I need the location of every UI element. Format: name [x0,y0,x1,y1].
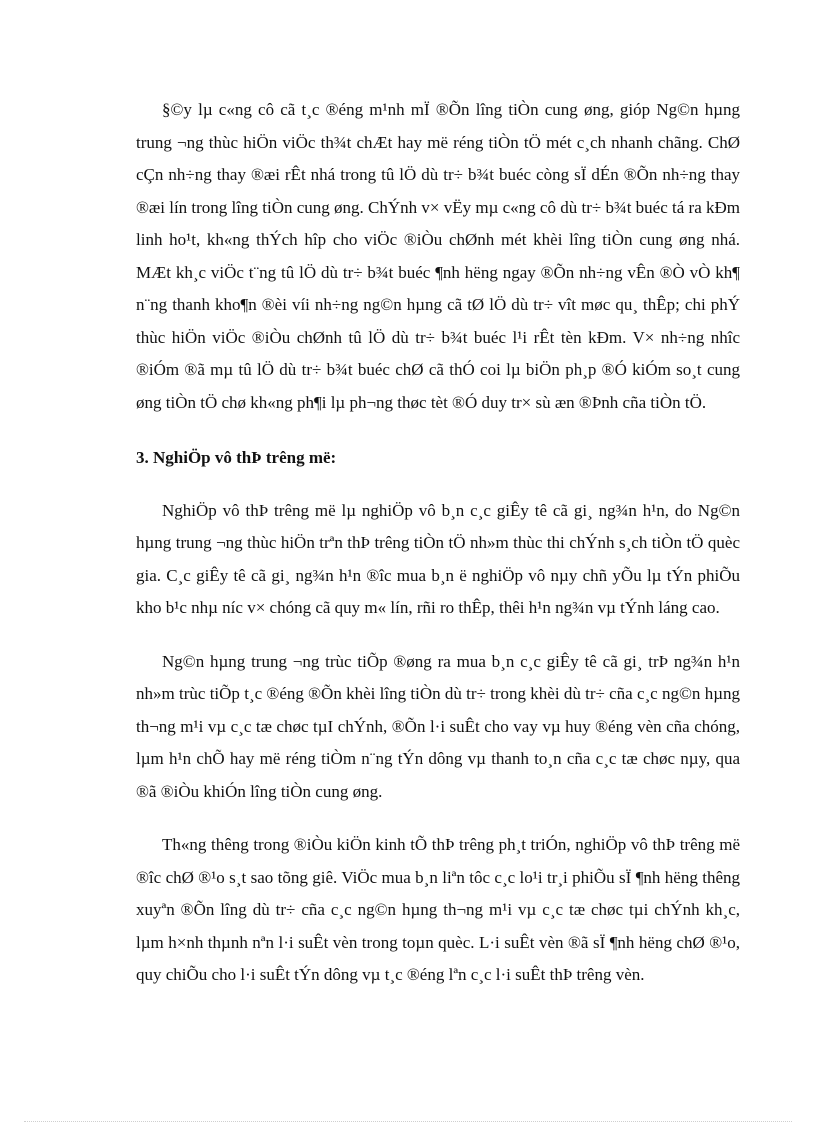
paragraph-2: Ng©n hµng trung ¬ng trùc tiÕp ®øng ra mua b¸n c¸c giÊy tê cã gi¸ trÞ ng¾n h¹n nh»m trùc tiÕp t¸c ®éng ®Õn khèi lîng tiÒn dù tr÷ trong khèi dù tr÷ cña c¸c ng©n hµng th¬ng m¹i vµ c¸c tæ chøc tµI chÝnh, ®Õn l·i suÊt cho vay vµ huy ®éng vèn cña chóng, lµm h¹n chÕ hay më réng tiÒm n¨ng tÝn dông vµ thanh to¸n cña c¸c tæ chøc nµy, qua ®ã ®iÒu khiÓn lîng tiÒn cung øng. [136,651,740,801]
paragraph-1: NghiÖp vô thÞ trêng më lµ nghiÖp vô b¸n c¸c giÊy tê cã gi¸ ng¾n h¹n, do Ng©n hµng trung ¬ng thùc hiÖn trªn thÞ trêng tiÒn tÖ nh»m thùc thi chÝnh s¸ch tiÒn tÖ quèc gia. C¸c giÊy tê cã gi¸ ng¾n h¹n ®îc mua b¸n ë nghiÖp vô nµy chñ yÕu lµ tÝn phiÕu kho b¹c nhµ níc v× chóng cã quy m« lín, rñi ro thÊp, thêi h¹n ng¾n vµ tÝnh láng cao. [136,500,740,617]
section-heading: 3. NghiÖp vô thÞ trêng më: [136,448,337,467]
paragraph-intro: §©y lµ c«ng cô cã t¸c ®éng m¹nh mÏ ®Õn lîng tiÒn cung øng, gióp Ng©n hµng trung ¬ng thùc hiÖn viÖc th¾t chÆt hay më réng tiÒn tÖ mét c¸ch nhanh chãng. ChØ cÇn nh÷ng thay ®æi rÊt nhá trong tû lÖ dù tr÷ b¾t buéc còng sÏ dÉn ®Õn nh÷ng thay ®æi lín trong lîng tiÒn cung øng. ChÝnh v× vËy mµ c«ng cô dù tr÷ b¾t buéc tá ra kÐm linh ho¹t, kh«ng thÝch hîp cho viÖc ®iÒu chØnh mét khèi lîng tiÒn cung øng nhá. MÆt kh¸c viÖc t¨ng tû lÖ dù tr÷ b¾t buéc ¶nh hëng ngay ®Õn nh÷ng vÊn ®Ò vÒ kh¶ n¨ng thanh kho¶n ®èi víi nh÷ng ng©n hµng cã tØ lÖ dù tr÷ vît møc qu¸ thÊp; chi phÝ thùc hiÖn viÖc ®iÒu chØnh tû lÖ dù tr÷ b¾t buéc l¹i rÊt tèn kÐm. V× nh÷ng nhîc ®iÓm ®ã mµ tû lÖ dù tr÷ b¾t buéc chØ cã thÓ coi lµ biÖn ph¸p ®Ó kiÓm so¸t cung øng tiÒn tÖ chø kh«ng ph¶i lµ ph¬ng thøc tèt ®Ó duy tr× sù æn ®Þnh cña tiÒn tÖ. [136,100,740,412]
document-page [136,94,740,992]
page-bottom-divider [24,1121,792,1122]
paragraph-3: Th«ng thêng trong ®iÒu kiÖn kinh tÕ thÞ trêng ph¸t triÓn, nghiÖp vô thÞ trêng më ®îc chØ ®¹o s¸t sao tõng giê. ViÖc mua b¸n liªn tôc c¸c lo¹i tr¸i phiÕu sÏ ¶nh hëng thêng xuyªn ®Õn lîng dù tr÷ cña c¸c ng©n hµng th¬ng m¹i vµ c¸c tæ chøc tµi chÝnh kh¸c, lµm h×nh thµnh nªn l·i suÊt vèn trong toµn quèc. L·i suÊt vèn ®ã sÏ ¶nh hëng chØ ®¹o, quy chiÕu cho l·i suÊt tÝn dông vµ t¸c ®éng lªn c¸c l·i suÊt thÞ trêng vèn. [136,835,740,984]
